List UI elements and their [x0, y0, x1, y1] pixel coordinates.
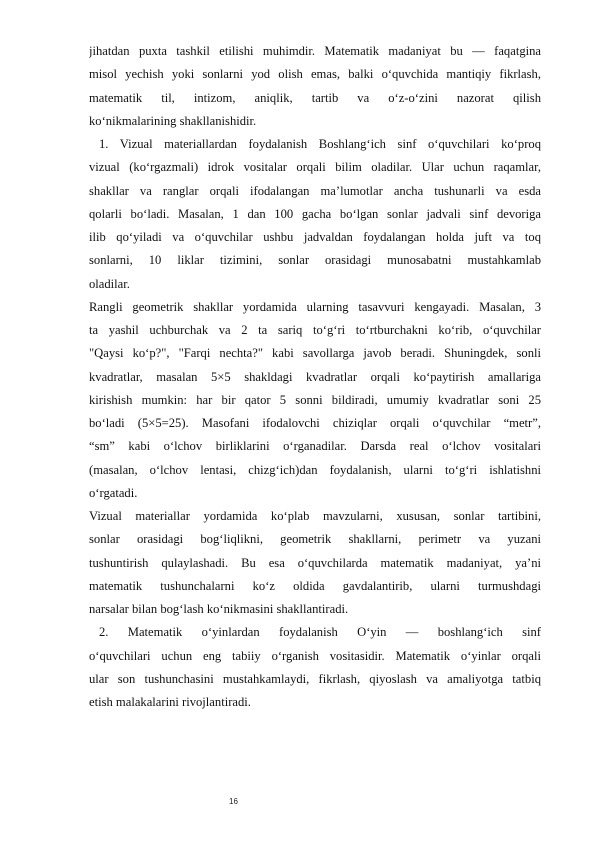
text-line: o‘rgatadi.	[89, 485, 138, 500]
text-line: ular son tushunchasini mustahkamlaydi, fikrlash, qiyoslash va amaliyotga tatbiq	[89, 671, 541, 686]
text-line: matematik tushunchalarni ko‘z oldida gavdalantirib, ularni turmushdagi	[89, 578, 541, 593]
text-line: o‘quvchilari uchun eng tabiiy o‘rganish vositasidir. Matematik o‘yinlar orqali	[89, 648, 541, 663]
text-line: narsalar bilan bog‘lash ko‘nikmasini shakllantiradi.	[89, 602, 349, 616]
text-line: 2. Matematik o‘yinlardan foydalanish O‘yin — boshlang‘ich sinf	[99, 625, 541, 640]
text-line: jihatdan puxta tashkil etilishi muhimdir. Matematik madaniyat bu — faqatgina	[89, 44, 541, 58]
text-line: etish malakalarini rivojlantiradi.	[89, 695, 251, 709]
text-line: ko‘nikmalarining shakllanishidir.	[89, 113, 257, 128]
text-line: ilib qo‘yiladi va o‘quvchilar ushbu jadvaldan foydalangan holda juft va toq	[89, 230, 541, 244]
text-line: Rangli geometrik shakllar yordamida ularning tasavvuri kengayadi. Masalan, 3	[89, 299, 541, 314]
page-number: 16	[229, 797, 238, 806]
text-line: vizual (ko‘rgazmali) idrok vositalar orqali bilim oladilar. Ular uchun raqamlar,	[89, 160, 541, 175]
text-line: bo‘ladi (5×5=25). Masofani ifodalovchi chiziqlar orqali o‘quvchilar “metr”,	[89, 416, 541, 430]
text-line: sonlar orasidagi bog‘liqlikni, geometrik shakllarni, perimetr va yuzani	[89, 532, 541, 547]
text-line: tushuntirish qulaylashadi. Bu esa o‘quvchilarda matematik madaniyat, ya’ni	[89, 555, 541, 570]
text-line: ta yashil uchburchak va 2 ta sariq to‘g‘ri to‘rtburchakni ko‘rib, o‘quvchilar	[89, 323, 541, 337]
text-line: kvadratlar, masalan 5×5 shakldagi kvadratlar orqali ko‘paytirish amallariga	[89, 369, 541, 384]
text-line: matematik til, intizom, aniqlik, tartib va o‘z-o‘zini nazorat qilish	[89, 90, 541, 105]
text-line: shakllar va ranglar orqali ifodalangan ma’lumotlar ancha tushunarli va esda	[89, 183, 541, 198]
text-line: qolarli bo‘ladi. Masalan, 1 dan 100 gacha bo‘lgan sonlar jadvali sinf devoriga	[89, 206, 541, 221]
text-line: “sm” kabi o‘lchov birliklarini o‘rganadilar. Darsda real o‘lchov vositalari	[89, 439, 541, 454]
text-line: kirishish mumkin: har bir qator 5 sonni bildiradi, umumiy kvadratlar soni 25	[89, 392, 541, 407]
text-line: misol yechish yoki sonlarni yod olish emas, balki o‘quvchida mantiqiy fikrlash,	[89, 67, 541, 82]
text-line: oladilar.	[89, 276, 130, 291]
text-line: Vizual materiallar yordamida ko‘plab mavzularni, xususan, sonlar tartibini,	[89, 509, 541, 523]
text-line: "Qaysi ko‘p?", "Farqi nechta?" kabi savollarga javob beradi. Shuningdek, sonli	[89, 346, 541, 361]
text-line: (masalan, o‘lchov lentasi, chizg‘ich)dan foydalanish, ularni to‘g‘ri ishlatishni	[89, 462, 541, 477]
body-text	[89, 40, 541, 714]
text-line: sonlarni, 10 liklar tizimini, sonlar orasidagi munosabatni mustahkamlab	[89, 253, 541, 268]
text-line: 1. Vizual materiallardan foydalanish Boshlang‘ich sinf o‘quvchilari ko‘proq	[99, 137, 541, 151]
